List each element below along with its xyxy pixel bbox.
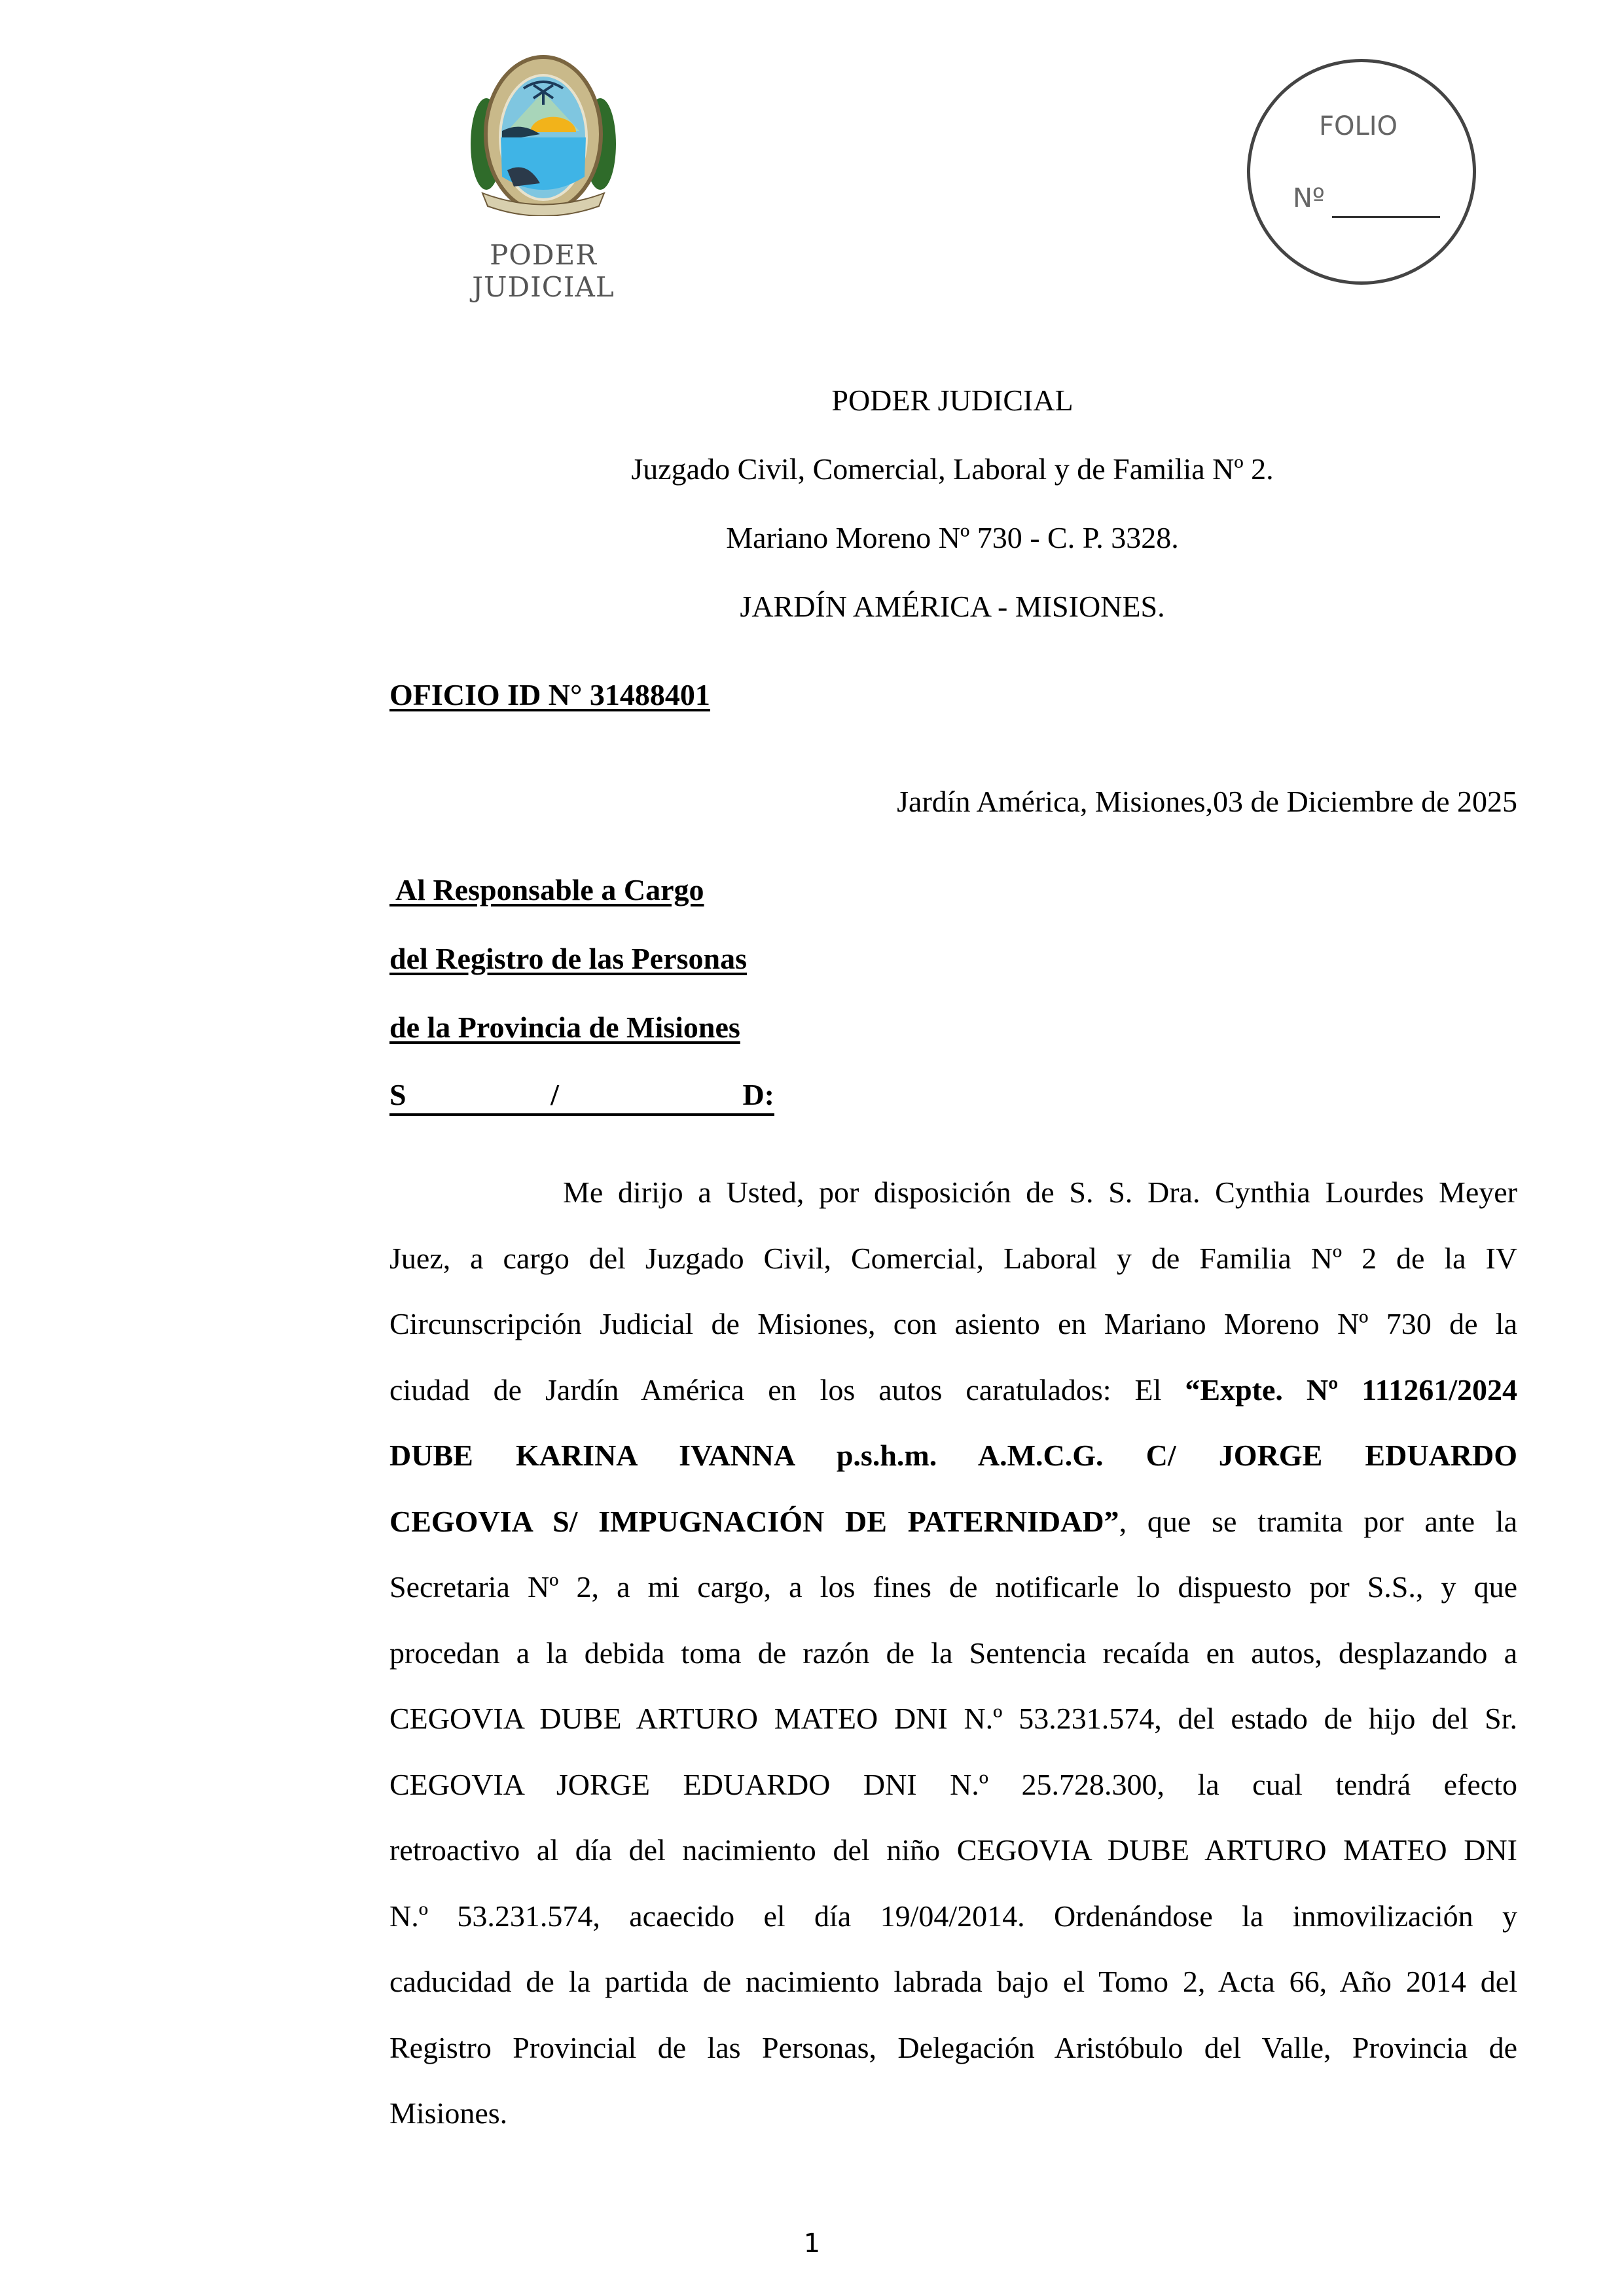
body-line bbox=[389, 1226, 1517, 1292]
court-address: Mariano Moreno Nº 730 - C. P. 3328. bbox=[726, 521, 1179, 554]
oficio-id: OFICIO ID N° 31488401 bbox=[389, 678, 710, 711]
body-text-segment: ciudad de Jardín América en los autos caratulados: El bbox=[389, 1372, 1185, 1407]
body-line bbox=[389, 1160, 1517, 1226]
body-line bbox=[389, 1554, 1517, 1621]
logo-title: PODER JUDICIAL bbox=[472, 239, 615, 303]
folio-number-blank bbox=[1332, 216, 1440, 218]
body-line bbox=[389, 1818, 1517, 1884]
body-line bbox=[389, 1949, 1517, 2015]
body-text-segment: Misiones. bbox=[389, 2096, 508, 2130]
body-text-segment: Registro Provincial de las Personas, Delegación Aristóbulo del Valle, Provincia de bbox=[389, 2030, 1517, 2064]
body-line bbox=[389, 1291, 1517, 1357]
court-division: Juzgado Civil, Comercial, Laboral y de Familia Nº 2. bbox=[631, 452, 1274, 486]
case-title-text: “Expte. Nº 111261/2024 bbox=[1185, 1372, 1517, 1407]
body-line bbox=[389, 1423, 1517, 1489]
addressee-block bbox=[389, 870, 774, 1116]
body-line bbox=[389, 1489, 1517, 1555]
folio-label: FOLIO bbox=[1318, 111, 1398, 141]
body-text-segment: CEGOVIA DUBE ARTURO MATEO DNI N.º 53.231.574, del estado de hijo del Sr. bbox=[389, 1702, 1517, 1735]
body-text-segment: procedan a la debida toma de razón de la Sentencia recaída en autos, desplazando a bbox=[389, 1636, 1517, 1670]
body-line bbox=[389, 1884, 1517, 1950]
body-line bbox=[389, 1686, 1517, 1752]
addressee-line: de la Provincia de Misiones bbox=[389, 1011, 740, 1044]
addressee-line: del Registro de las Personas bbox=[389, 942, 748, 975]
body-line bbox=[389, 2081, 1517, 2147]
body-text-segment: Secretaria Nº 2, a mi cargo, a los fines de notificarle lo dispuesto por S.S., y que bbox=[389, 1570, 1517, 1604]
body-text-segment: Circunscripción Judicial de Misiones, con asiento en Mariano Moreno Nº 730 de la bbox=[389, 1307, 1517, 1340]
body-text-segment: caducidad de la partida de nacimiento labrada bajo el Tomo 2, Acta 66, Año 2014 del bbox=[389, 1965, 1517, 1998]
sd-d: D: bbox=[742, 1078, 774, 1111]
case-title-text: DUBE KARINA IVANNA p.s.h.m. A.M.C.G. C/ JORGE EDUARDO bbox=[389, 1439, 1517, 1472]
court-name: PODER JUDICIAL bbox=[831, 384, 1074, 417]
body-line bbox=[389, 1357, 1517, 1424]
court-city: JARDÍN AMÉRICA - MISIONES. bbox=[740, 590, 1165, 623]
body-text-segment: Juez, a cargo del Juzgado Civil, Comercial, Laboral y de Familia Nº 2 de la IV bbox=[389, 1241, 1517, 1275]
folio-number-label: Nº bbox=[1293, 183, 1325, 213]
body-text-segment: , que se tramita por ante la bbox=[1119, 1504, 1517, 1538]
provincia-misiones-crest-icon bbox=[468, 52, 619, 216]
date-line: Jardín América, Misiones,03 de Diciembre de 2025 bbox=[897, 785, 1517, 818]
folio-stamp bbox=[1247, 59, 1476, 285]
su-despacho bbox=[389, 1077, 774, 1116]
body-paragraph bbox=[389, 1160, 1517, 2147]
addressee-line: Al Responsable a Cargo bbox=[389, 873, 704, 906]
page-number: 1 bbox=[803, 2229, 821, 2259]
body-text-segment: CEGOVIA JORGE EDUARDO DNI N.º 25.728.300, la cual tendrá efecto bbox=[389, 1767, 1517, 1801]
body-text-segment: Me dirijo a Usted, por disposición de S. S. Dra. Cynthia Lourdes Meyer bbox=[563, 1175, 1517, 1209]
body-text-segment: retroactivo al día del nacimiento del niño CEGOVIA DUBE ARTURO MATEO DNI bbox=[389, 1833, 1517, 1867]
body-text-segment: N.º 53.231.574, acaecido el día 19/04/2014. Ordenándose la inmovilización y bbox=[389, 1899, 1517, 1933]
body-line bbox=[389, 2015, 1517, 2081]
poder-judicial-logo bbox=[419, 52, 668, 303]
body-line bbox=[389, 1752, 1517, 1818]
case-title-text: CEGOVIA S/ IMPUGNACIÓN DE PATERNIDAD” bbox=[389, 1504, 1119, 1538]
sd-s: S bbox=[389, 1078, 406, 1111]
sd-slash: / bbox=[550, 1078, 559, 1111]
body-line bbox=[389, 1621, 1517, 1687]
